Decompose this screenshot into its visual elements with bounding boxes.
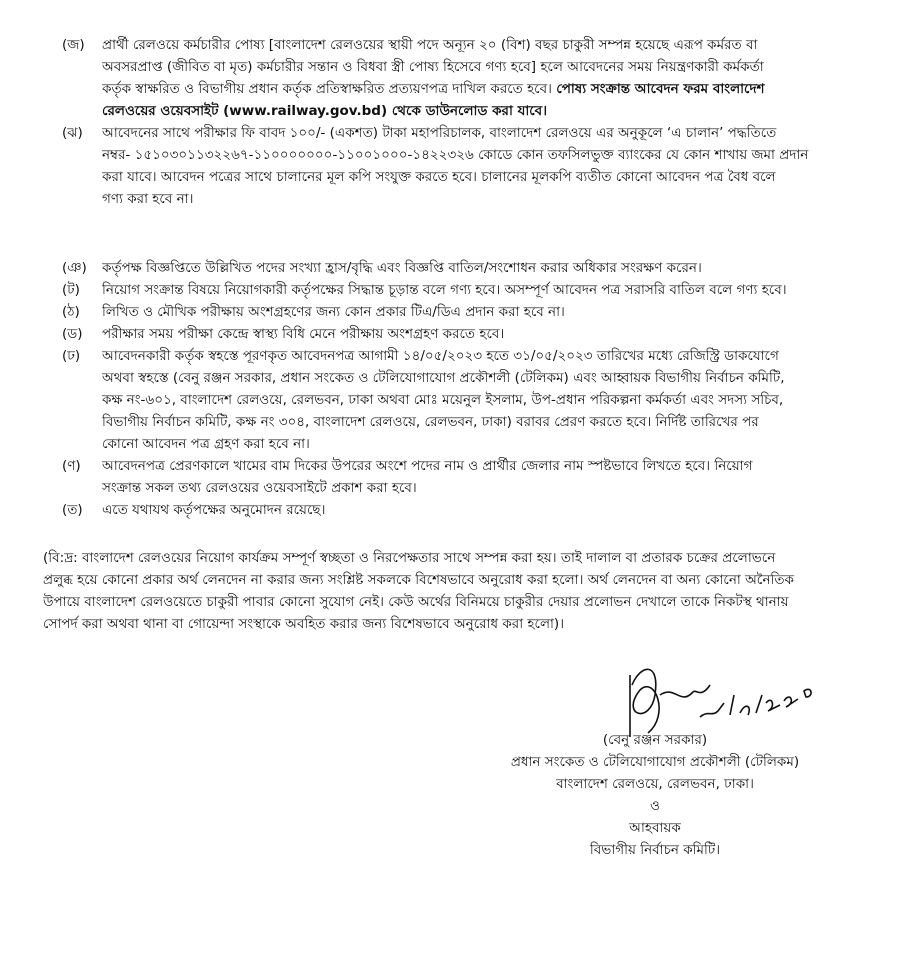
clause-line: লিখিত ও মৌখিক পরীক্ষায় অংশগ্রহণের জন্য কোন প্রকার টিএ/ডিএ প্রদান করা হবে না।	[102, 304, 565, 320]
clause-ta-2	[62, 499, 862, 521]
signatory-role: আহবায়ক	[629, 820, 681, 836]
download-form-notice: রেলওয়ের ওয়েবসাইট (www.railway.gov.bd) থেকে ডাউনলোড করা যাবে।	[102, 103, 548, 119]
clause-label: (ড)	[62, 326, 83, 342]
clause-ja	[62, 34, 862, 122]
clause-line: গণ্য করা হবে না।	[102, 191, 194, 207]
clause-label: (ত)	[62, 502, 83, 518]
note-line: উপায়ে বাংলাদেশ রেলওয়েতে চাকুরী পাবার কোনো সুযোগ নেই। কেউ অর্থের বিনিময়ে চাকুরীর দেয়ার প্রলোভন দেখালে তাকে নিকটস্থ থানায়	[43, 594, 789, 610]
note-line: (বি:দ্র: বাংলাদেশ রেলওয়ের নিয়োগ কার্যক্রম সম্পূর্ণ স্বচ্ছতা ও নিরপেক্ষতার সাথে সম্পন্ন করা হয়। তাই দালাল বা প্রতারক চক্রের প্রলোভনে	[43, 550, 776, 566]
clause-label: (ট)	[62, 282, 80, 298]
signature-block	[470, 729, 840, 861]
clause-line: পরীক্ষার সময় পরীক্ষা কেন্দ্রে স্বাস্থ্য বিধি মেনে পরীক্ষায় অংশগ্রহণ করতে হবে।	[102, 326, 505, 342]
clause-text: কর্তৃক স্বাক্ষরিত ও বিভাগীয় প্রধান কর্তৃক প্রতিস্বাক্ষরিত প্রত্যয়ণপত্র দাখিল করতে হবে।	[102, 81, 552, 97]
clause-line: কোনো আবেদন পত্র গ্রহণ করা হবে না।	[102, 436, 310, 452]
clause-line: অবসরপ্রাপ্ত (জীবিত বা মৃত) কর্মচারীর সন্তান ও বিধবা স্ত্রী পোষ্য হিসেবে গণ্য হবে] হলে আবেদনের সময় নিয়ন্ত্রণকারী কর্মকর্তা	[102, 59, 764, 75]
clause-label: (ঢ)	[62, 348, 81, 364]
clause-line: আবেদনকারী কর্তৃক স্বহস্তে পূরণকৃত আবেদনপত্র আগামী ১৪/০৫/২০২৩ হতে ৩১/০৫/২০২৩ তারিখের মধ্যে রেজিস্ট্রি ডাকযোগে	[102, 348, 779, 364]
clause-line: এতে যথাযথ কর্তৃপক্ষের অনুমোদন রয়েছে।	[102, 502, 326, 518]
clause-line: করা যাবে। আবেদন পত্রের সাথে চালানের মূল কপি সংযুক্ত করতে হবে। চালানের মূলকপি ব্যতীত কোনো আবেদন পত্র বৈধ বলে	[102, 169, 776, 185]
clause-line: নম্বর- ১৫১০৩০১১৩২২৬৭-১১০০০০০০০-১১০০১০০০-১৪২২৩২৬ কোডে কোন তফসিলভুক্ত ব্যাংকের যে কোন শাখায় জমা প্রদান	[102, 147, 809, 163]
clause-nna	[62, 455, 862, 499]
clause-label: (ণ)	[62, 458, 81, 474]
clause-line: আবেদনপত্র প্রেরণকালে খামের বাম দিকের উপরের অংশে পদের নাম ও প্রার্থীর জেলার নাম স্পষ্টভাবে লিখতে হবে। নিয়োগ	[102, 458, 753, 474]
conjunction: ও	[650, 798, 660, 814]
committee-name: বিভাগীয় নির্বাচন কমিটি।	[589, 842, 721, 858]
clause-label: (ঝ)	[62, 125, 83, 141]
clause-nya	[62, 257, 862, 279]
clause-da	[62, 323, 862, 345]
clause-line: আবেদনের সাথে পরীক্ষার ফি বাবদ ১০০/- (একশত) টাকা মহাপরিচালক, বাংলাদেশ রেলওয়ে এর অনুকূলে ‘এ চালান’ পদ্ধতিতে	[102, 125, 777, 141]
clause-line: কর্তৃপক্ষ বিজ্ঞপ্তিতে উল্লিখিত পদের সংখ্যা হ্রাস/বৃদ্ধি এবং বিজ্ঞপ্তি বাতিল/সংশোধন করার অধিকার সংরক্ষণ করেন।	[102, 260, 702, 276]
clause-tha	[62, 301, 862, 323]
clause-label: (ঠ)	[62, 304, 80, 320]
note-paragraph	[43, 547, 863, 635]
signatory-office: বাংলাদেশ রেলওয়ে, রেলভবন, ঢাকা।	[556, 776, 754, 792]
clause-line	[102, 78, 862, 100]
clause-line: নিয়োগ সংক্রান্ত বিষয়ে নিয়োগকারী কর্তৃপক্ষের সিদ্ধান্ত চূড়ান্ত বলে গণ্য হবে। অসম্পূর্ণ আবেদন পত্র সরাসরি বাতিল বলে গণ্য হবে।	[102, 282, 787, 298]
signatory-designation: প্রধান সংকেত ও টেলিযোগাযোগ প্রকৌশলী (টেলিকম)	[510, 754, 800, 770]
note-line: সোপর্দ করা অথবা থানা বা গোয়েন্দা সংস্থাকে অবহিত করার জন্য বিশেষভাবে অনুরোধ করা হলো)।	[43, 616, 565, 632]
clause-line: প্রার্থী রেলওয়ে কর্মচারীর পোষ্য [বাংলাদেশ রেলওয়ের স্থায়ী পদে অন্যূন ২০ (বিশ) বছর চাকুরী সম্পন্ন হয়েছে এরূপ কর্মরত বা	[102, 37, 758, 53]
clause-line: কক্ষ নং-৬০১, বাংলাদেশ রেলওয়ে, রেলভবন, ঢাকা অথবা মোঃ ময়েনুল ইসলাম, উপ-প্রধান পরিকল্পনা কর্মকর্তা এবং সদস্য সচিব,	[102, 392, 784, 408]
clause-dha	[62, 345, 862, 455]
signatory-name: (বেনু রঞ্জন সরকার)	[602, 732, 708, 748]
clause-line: সংক্রান্ত সকল তথ্য রেলওয়ের ওয়েবসাইটে প্রকাশ করা হবে।	[102, 480, 417, 496]
clause-line	[102, 100, 862, 122]
clause-ta	[62, 279, 862, 301]
clause-label: (ঞ)	[62, 260, 87, 276]
clause-line: বিভাগীয় নির্বাচন কমিটি, কক্ষ নং ৩০৪, বাংলাদেশ রেলওয়ে, রেলভবন, ঢাকা) বরাবর প্রেরণ করতে হবে। নির্দিষ্ট তারিখের পর	[102, 414, 759, 430]
clause-bold-text: পোষ্য সংক্রান্ত আবেদন ফরম বাংলাদেশ	[556, 81, 765, 97]
clause-jha	[62, 122, 862, 210]
clause-line: অথবা স্বহস্তে (বেনু রঞ্জন সরকার, প্রধান সংকেত ও টেলিযোগাযোগ প্রকৌশলী (টেলিকম) এবং আহ্বায়ক বিভাগীয় নির্বাচন কমিটি,	[102, 370, 785, 386]
note-line: প্রলুব্ধ হয়ে কোনো প্রকার অর্থ লেনদেন না করার জন্য সংশ্লিষ্ট সকলকে বিশেষভাবে অনুরোধ করা হলো। অর্থ লেনদেন বা অন্য কোনো অনৈতিক	[43, 572, 794, 588]
clause-label: (জ)	[62, 37, 85, 53]
